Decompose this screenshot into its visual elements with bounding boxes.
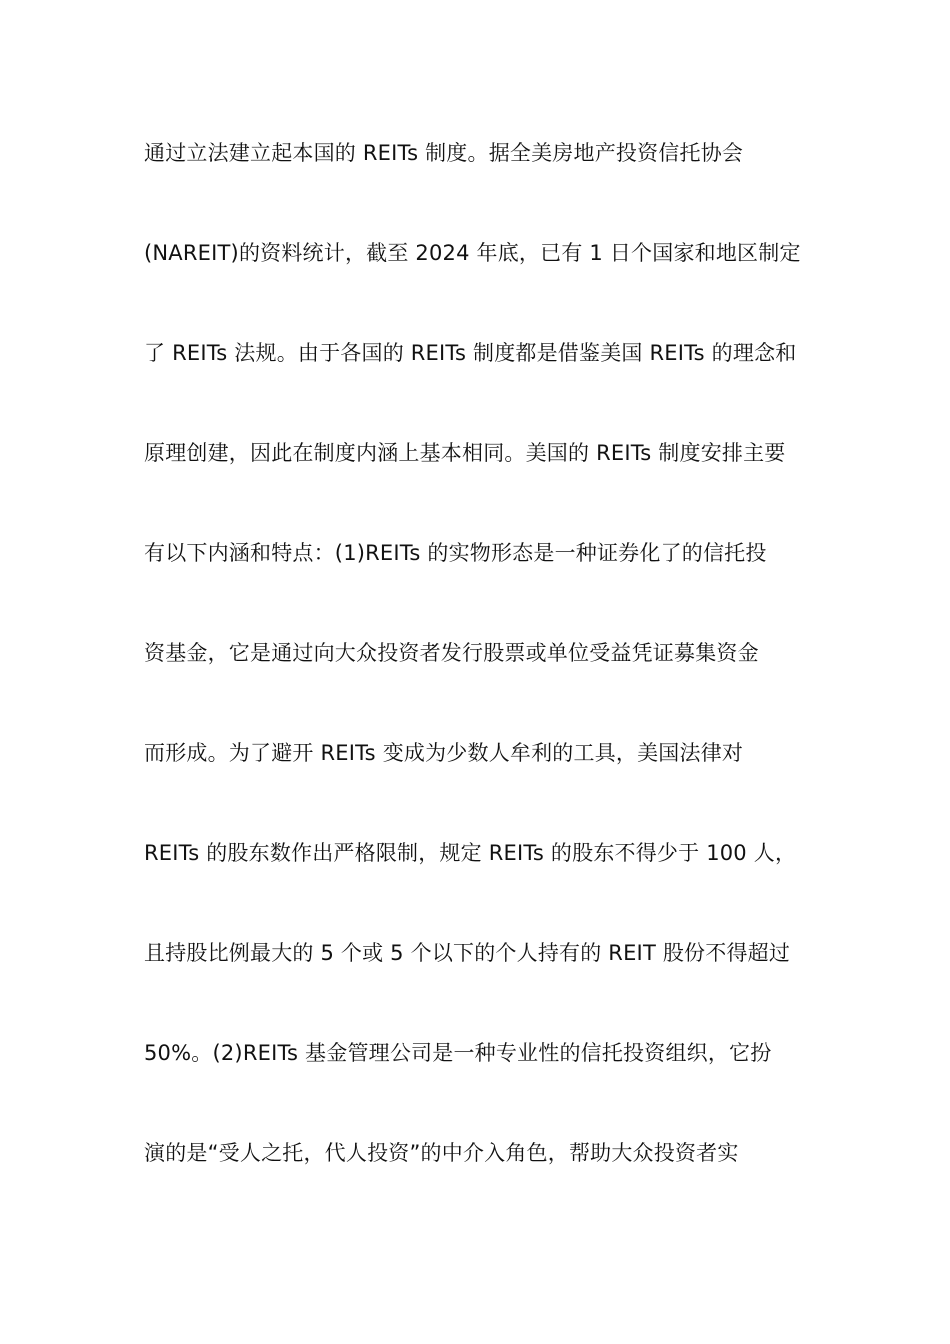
text-line-11: 演的是“受人之托，代人投资”的中介入角色，帮助大众投资者实 bbox=[144, 1141, 739, 1165]
text-line-1: 通过立法建立起本国的 REITs 制度。据全美房地产投资信托协会 bbox=[144, 141, 744, 165]
text-line-6: 资基金，它是通过向大众投资者发行股票或单位受益凭证募集资金 bbox=[144, 641, 759, 665]
text-line-5: 有以下内涵和特点：(1)REITs 的实物形态是一种证券化了的信托投 bbox=[144, 541, 767, 565]
text-line-3: 了 REITs 法规。由于各国的 REITs 制度都是借鉴美国 REITs 的理念和 bbox=[144, 341, 797, 365]
text-line-2: (NAREIT)的资料统计，截至 2024 年底，已有 1 日个国家和地区制定 bbox=[144, 241, 801, 265]
text-line-8: REITs 的股东数作出严格限制，规定 REITs 的股东不得少于 100 人， bbox=[144, 841, 797, 865]
body-text bbox=[144, 130, 809, 1230]
text-line-9: 且持股比例最大的 5 个或 5 个以下的个人持有的 REIT 股份不得超过 bbox=[144, 941, 791, 965]
text-line-7: 而形成。为了避开 REITs 变成为少数人牟利的工具，美国法律对 bbox=[144, 741, 744, 765]
text-line-10: 50%。(2)REITs 基金管理公司是一种专业性的信托投资组织，它扮 bbox=[144, 1041, 772, 1065]
text-line-4: 原理创建，因此在制度内涵上基本相同。美国的 REITs 制度安排主要 bbox=[144, 441, 786, 465]
